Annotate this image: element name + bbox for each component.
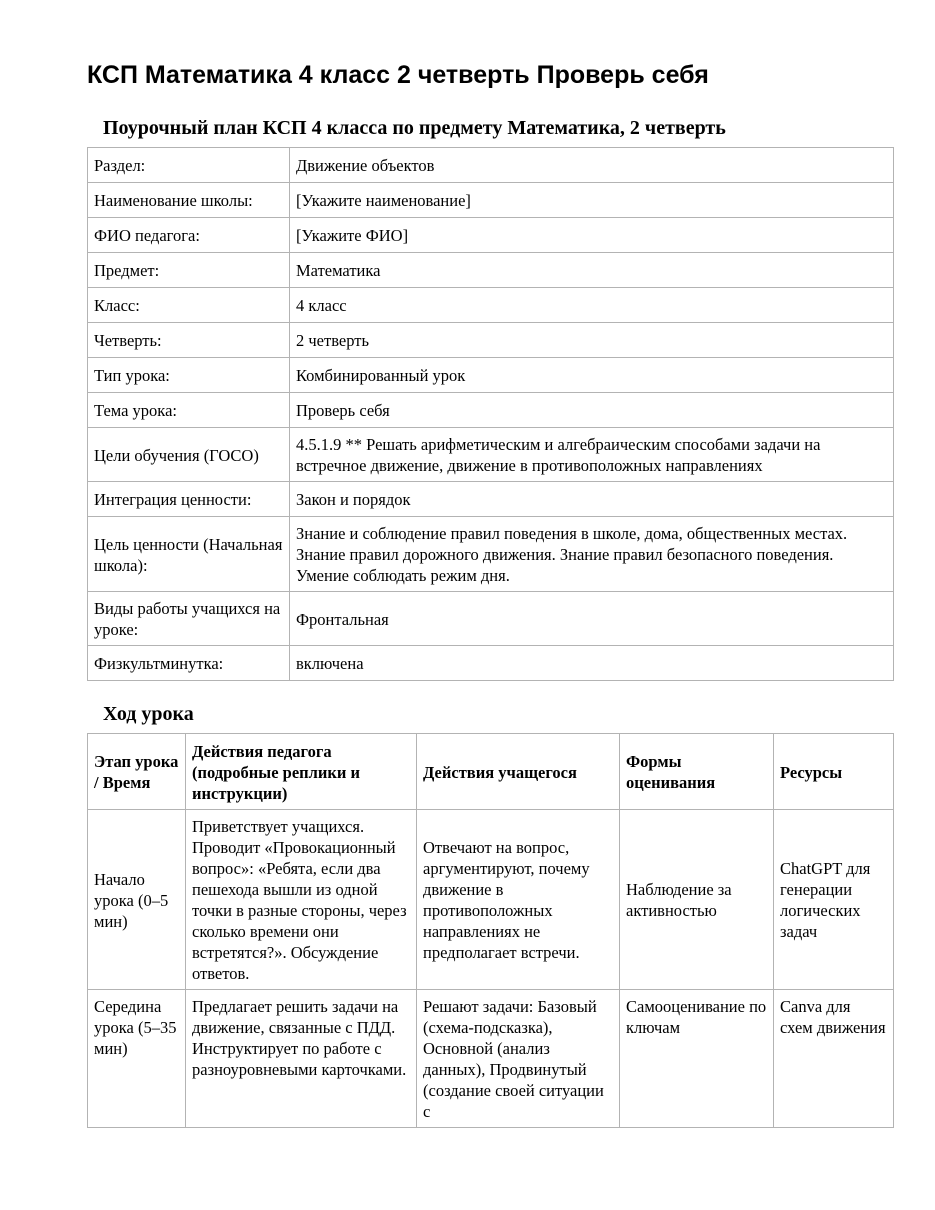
header-resources: Ресурсы: [774, 734, 894, 810]
info-value: Проверь себя: [290, 393, 894, 428]
info-label: Физкультминутка:: [88, 646, 290, 681]
info-label: Цель ценности (Начальная школа):: [88, 517, 290, 592]
header-assessment: Формы оценивания: [620, 734, 774, 810]
student-actions-cell: Решают задачи: Базовый (схема-подсказка), Основной (анализ данных), Продвинутый (создание своей ситуации с: [417, 990, 620, 1128]
info-label: Интеграция ценности:: [88, 482, 290, 517]
assessment-cell: Наблюдение за активностью: [620, 810, 774, 990]
info-label: Цели обучения (ГОСО): [88, 428, 290, 482]
student-actions-cell: Отвечают на вопрос, аргументируют, почему движение в противоположных направлениях не предполагает встречи.: [417, 810, 620, 990]
info-value: Математика: [290, 253, 894, 288]
teacher-actions-cell: Приветствует учащихся. Проводит «Провокационный вопрос»: «Ребята, если два пешехода вышли из одной точки в разные стороны, через сколько времени они встретятся?». Обсуждение ответов.: [186, 810, 417, 990]
info-label: Раздел:: [88, 148, 290, 183]
info-label: Тема урока:: [88, 393, 290, 428]
info-label: Наименование школы:: [88, 183, 290, 218]
lesson-course-table: [87, 733, 894, 1128]
info-row-section: [88, 148, 894, 183]
info-value: Закон и порядок: [290, 482, 894, 517]
info-row-exercise-break: [88, 646, 894, 681]
assessment-cell: Самооценивание по ключам: [620, 990, 774, 1128]
header-student-actions: Действия учащегося: [417, 734, 620, 810]
stage-cell: Середина урока (5–35 мин): [88, 990, 186, 1128]
info-value: включена: [290, 646, 894, 681]
header-teacher-actions: Действия педагога (подробные реплики и инструкции): [186, 734, 417, 810]
lesson-row-start: [88, 810, 894, 990]
info-row-value-goal: [88, 517, 894, 592]
resources-cell: Canva для схем движения: [774, 990, 894, 1128]
info-row-lesson-type: [88, 358, 894, 393]
info-label: Четверть:: [88, 323, 290, 358]
lesson-header-row: [88, 734, 894, 810]
info-row-teacher: [88, 218, 894, 253]
info-value: 4 класс: [290, 288, 894, 323]
stage-cell: Начало урока (0–5 мин): [88, 810, 186, 990]
lesson-info-table: [87, 147, 894, 681]
document-title: КСП Математика 4 класс 2 четверть Проверь себя: [87, 61, 709, 89]
info-row-value-integration: [88, 482, 894, 517]
info-label: Виды работы учащихся на уроке:: [88, 592, 290, 646]
info-row-school: [88, 183, 894, 218]
info-value: 2 четверть: [290, 323, 894, 358]
info-value: Движение объектов: [290, 148, 894, 183]
resources-cell: ChatGPT для генерации логических задач: [774, 810, 894, 990]
course-heading: Ход урока: [103, 703, 194, 725]
info-row-topic: [88, 393, 894, 428]
plan-heading: Поурочный план КСП 4 класса по предмету Математика, 2 четверть: [103, 117, 726, 139]
info-value: Фронтальная: [290, 592, 894, 646]
info-label: Класс:: [88, 288, 290, 323]
teacher-actions-cell: Предлагает решить задачи на движение, связанные с ПДД. Инструктирует по работе с разноуровневыми карточками.: [186, 990, 417, 1128]
info-value: [Укажите наименование]: [290, 183, 894, 218]
info-row-work-types: [88, 592, 894, 646]
info-value: [Укажите ФИО]: [290, 218, 894, 253]
info-row-quarter: [88, 323, 894, 358]
info-label: Предмет:: [88, 253, 290, 288]
info-row-subject: [88, 253, 894, 288]
info-label: ФИО педагога:: [88, 218, 290, 253]
info-row-learning-goals: [88, 428, 894, 482]
info-value: Знание и соблюдение правил поведения в школе, дома, общественных местах. Знание правил дорожного движения. Знание правил безопасного поведения. Умение соблюдать режим дня.: [290, 517, 894, 592]
lesson-row-middle: [88, 990, 894, 1128]
info-value: Комбинированный урок: [290, 358, 894, 393]
info-row-grade: [88, 288, 894, 323]
info-value: 4.5.1.9 ** Решать арифметическим и алгебраическим способами задачи на встречное движение, движение в противоположных направлениях: [290, 428, 894, 482]
info-label: Тип урока:: [88, 358, 290, 393]
header-stage: Этап урока / Время: [88, 734, 186, 810]
